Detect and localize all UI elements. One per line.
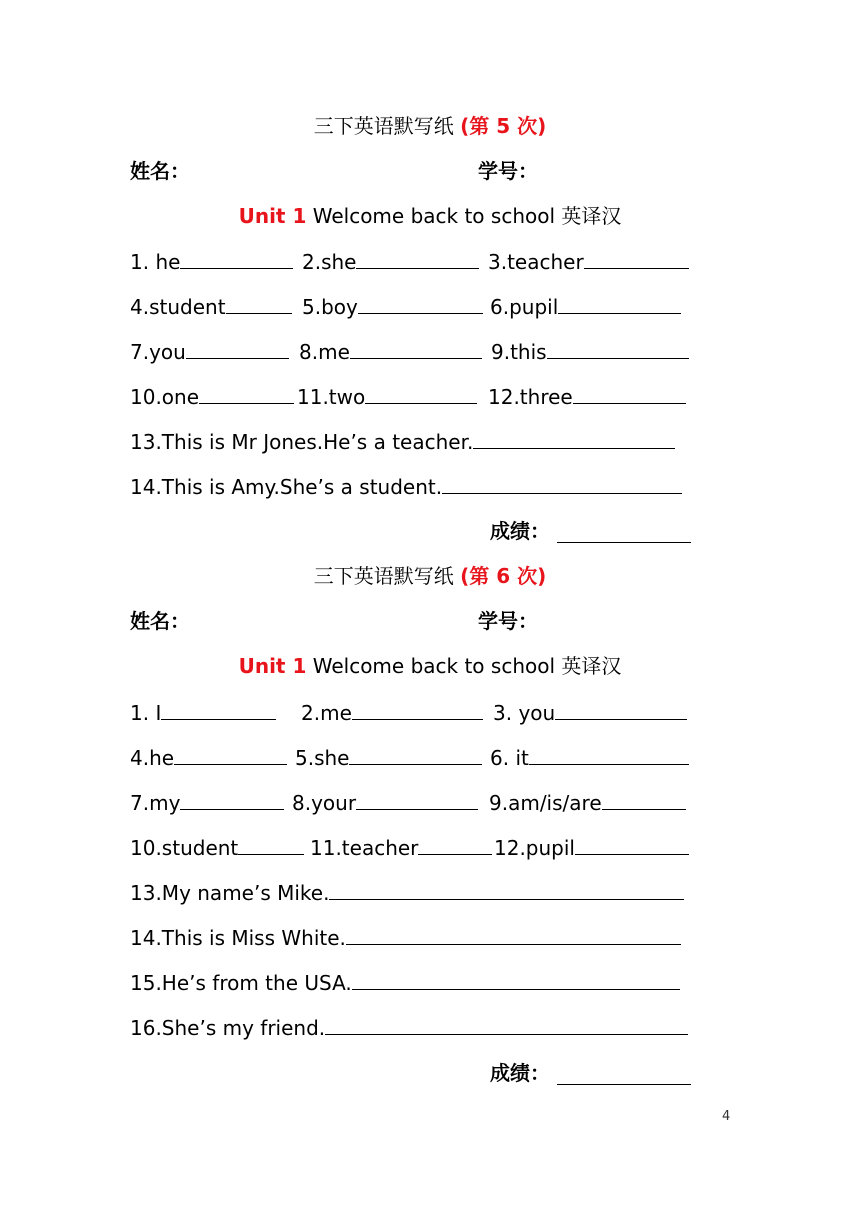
sheet1-item-9: 9.this [491, 340, 547, 364]
sheet1-title [130, 111, 730, 141]
sheet2-item-7: 7.my [130, 791, 181, 815]
sheet1-item-10: 10.one [130, 385, 200, 409]
sheet2-row-3 [130, 787, 695, 817]
score-blank[interactable] [557, 1084, 691, 1085]
answer-blank[interactable] [584, 246, 689, 269]
sheet2-item-11: 11.teacher [310, 836, 419, 860]
sheet1-item-4: 4.student [130, 295, 226, 319]
sheet1-unit-label: Unit 1 [238, 204, 307, 228]
sheet2-item-14: 14.This is Miss White. [130, 926, 346, 950]
sheet2-id-label: 学号： [478, 609, 538, 633]
sheet2-title [130, 561, 730, 591]
sheet1-item-13: 13.This is Mr Jones.He’s a teacher. [130, 430, 474, 454]
sheet1-id-label: 学号： [478, 159, 538, 183]
sheet2-item-3: 3. you [493, 701, 556, 725]
sheet1-row-4 [130, 381, 695, 411]
sheet1-item-14: 14.This is Amy.She’s a student. [130, 475, 443, 499]
sheet1-unit-heading [130, 201, 730, 231]
sheet2-item-9: 9.am/is/are [489, 791, 602, 815]
sheet1-item-3: 3.teacher [488, 250, 584, 274]
sheet2-unit-heading [130, 651, 730, 681]
sheet1-name-row [130, 156, 695, 186]
answer-blank[interactable] [350, 336, 482, 359]
answer-blank[interactable] [356, 787, 478, 810]
sheet2-item-1: 1. I [130, 701, 162, 725]
answer-blank[interactable] [226, 291, 292, 314]
sheet2-title-cn: 三下英语默写纸 [313, 564, 454, 588]
sheet1-name-label: 姓名： [130, 159, 190, 183]
sheet2-item-16: 16.She’s my friend. [130, 1016, 326, 1040]
answer-blank[interactable] [573, 381, 686, 404]
sheet1-item-5: 5.boy [302, 295, 358, 319]
answer-blank[interactable] [352, 967, 680, 990]
sheet2-row-2 [130, 742, 695, 772]
score-blank[interactable] [557, 542, 691, 543]
sheet2-unit-label: Unit 1 [238, 654, 307, 678]
answer-blank[interactable] [473, 426, 675, 449]
sheet1-sentence-13 [130, 426, 695, 456]
answer-blank[interactable] [358, 291, 483, 314]
answer-blank[interactable] [174, 742, 287, 765]
sheet2-item-5: 5.she [295, 746, 350, 770]
sheet2-sentence-15 [130, 967, 695, 997]
sheet2-item-15: 15.He’s from the USA. [130, 971, 352, 995]
answer-blank[interactable] [442, 471, 682, 494]
sheet2-score-label: 成绩： [490, 1061, 550, 1085]
sheet1-row-1 [130, 246, 695, 276]
sheet1-item-1: 1. he [130, 250, 181, 274]
sheet2-row-1 [130, 697, 695, 727]
answer-blank[interactable] [346, 922, 681, 945]
sheet2-name-label: 姓名： [130, 609, 190, 633]
sheet1-item-12: 12.three [488, 385, 573, 409]
sheet1-title-cn: 三下英语默写纸 [313, 114, 454, 138]
answer-blank[interactable] [349, 742, 482, 765]
sheet2-row-4 [130, 832, 695, 862]
answer-blank[interactable] [325, 1012, 688, 1035]
answer-blank[interactable] [365, 381, 477, 404]
answer-blank[interactable] [352, 697, 483, 720]
answer-blank[interactable] [180, 787, 284, 810]
sheet1-item-2: 2.she [302, 250, 357, 274]
sheet1-score-label: 成绩： [490, 519, 550, 543]
sheet1-unit-mode: 英译汉 [561, 204, 622, 228]
sheet1-row-2 [130, 291, 695, 321]
answer-blank[interactable] [555, 697, 687, 720]
answer-blank[interactable] [199, 381, 294, 404]
answer-blank[interactable] [180, 246, 293, 269]
answer-blank[interactable] [329, 877, 684, 900]
sheet1-sentence-14 [130, 471, 695, 501]
sheet2-sentence-13 [130, 877, 695, 907]
sheet1-item-7: 7.you [130, 340, 186, 364]
answer-blank[interactable] [558, 291, 681, 314]
sheet2-title-num: (第 6 次) [460, 564, 547, 588]
sheet2-unit-mode: 英译汉 [561, 654, 622, 678]
sheet2-item-6: 6. it [490, 746, 529, 770]
answer-blank[interactable] [186, 336, 289, 359]
sheet1-unit-title: Welcome back to school [312, 204, 556, 228]
sheet1-item-6: 6.pupil [490, 295, 559, 319]
sheet1-score-row [130, 516, 695, 546]
page-number: 4 [722, 1109, 731, 1124]
sheet2-name-row [130, 606, 695, 636]
sheet2-score-row [130, 1058, 695, 1088]
sheet2-item-8: 8.your [292, 791, 357, 815]
sheet1-title-num: (第 5 次) [460, 114, 547, 138]
sheet2-item-2: 2.me [301, 701, 352, 725]
answer-blank[interactable] [418, 832, 492, 855]
answer-blank[interactable] [529, 742, 689, 765]
sheet2-sentence-14 [130, 922, 695, 952]
sheet2-item-10: 10.student [130, 836, 239, 860]
answer-blank[interactable] [547, 336, 689, 359]
sheet2-item-12: 12.pupil [494, 836, 575, 860]
sheet2-unit-title: Welcome back to school [312, 654, 556, 678]
answer-blank[interactable] [602, 787, 686, 810]
sheet1-item-8: 8.me [299, 340, 350, 364]
sheet1-item-11: 11.two [297, 385, 366, 409]
answer-blank[interactable] [575, 832, 689, 855]
sheet2-sentence-16 [130, 1012, 695, 1042]
sheet1-row-3 [130, 336, 695, 366]
sheet2-item-4: 4.he [130, 746, 175, 770]
answer-blank[interactable] [161, 697, 276, 720]
answer-blank[interactable] [356, 246, 479, 269]
answer-blank[interactable] [238, 832, 304, 855]
sheet2-item-13: 13.My name’s Mike. [130, 881, 330, 905]
